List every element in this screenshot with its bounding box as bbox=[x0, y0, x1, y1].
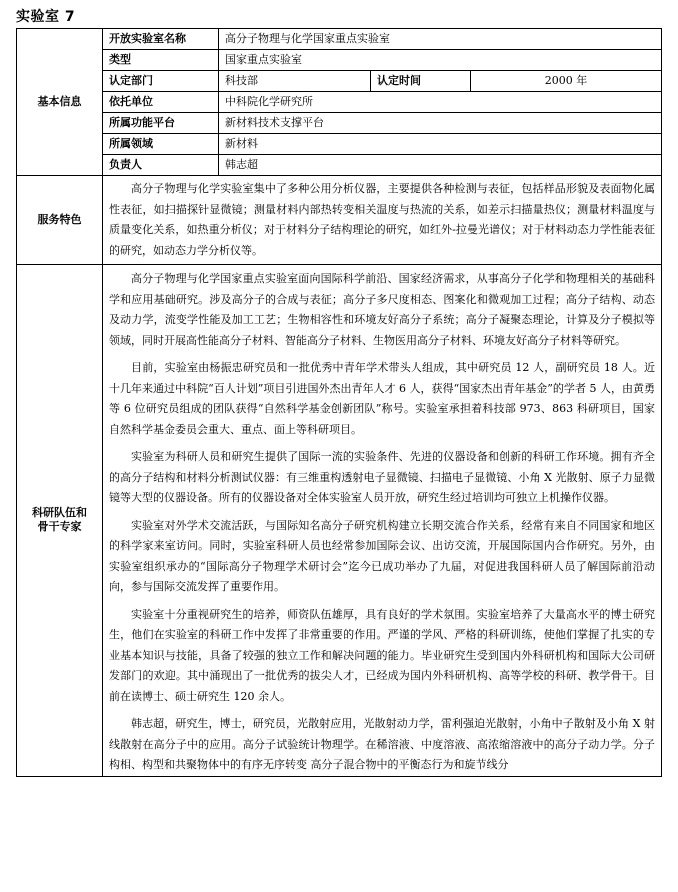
page-title: 实验室 7 bbox=[16, 9, 76, 25]
time-value: 2000 年 bbox=[471, 71, 662, 92]
service-text: 高分子物理与化学实验室集中了多种公用分析仪器，主要提供各种检测与表征，包括样品形貌及表面物化属性表征，如扫描探针显微镜；测量材料内部热转变相关温度与热流的关系，如差示扫描量热仪；测量材料温度与质量变化关系，如热重分析仪；对于材料分子结构理论的研究，如红外-拉曼光谱仪；对于材料动态力学性能表征的研究，如动态力学分析仪等。 bbox=[109, 182, 656, 257]
service-cell bbox=[103, 176, 662, 265]
row-service bbox=[17, 176, 662, 265]
row-research bbox=[17, 265, 662, 777]
name-label: 开放实验室名称 bbox=[103, 29, 219, 50]
research-paragraph: 目前，实验室由杨振忠研究员和一批优秀中青年学术带头人组成，其中研究员 12 人，副研究员 18 人。近十几年来通过中科院“百人计划”项目引进国外杰出青年人才 6 人，获得“国家杰出青年基金”的学者 5 人，由黄勇等 6 位研究员组成的团队获得“自然科学基金创新团队”称号。实验室承担着科技部 973、863 科研项目，国家自然科学基金委员会重大、重点、面上等科研项目。 bbox=[109, 361, 656, 436]
row-type bbox=[17, 50, 662, 71]
name-value: 高分子物理与化学国家重点实验室 bbox=[219, 29, 662, 50]
research-paragraph: 高分子物理与化学国家重点实验室面向国际科学前沿、国家经济需求，从事高分子化学和物理相关的基础科学和应用基础研究。涉及高分子的合成与表征；高分子多尺度相态、图案化和微观加工过程；高分子结构、动态及动力学，流变学性能及加工工艺；生物相容性和环境友好高分子系统；高分子凝聚态理论，计算及分子模拟等领域，同时开展高性能高分子材料、智能高分子材料、生物医用高分子材料、环境友好高分子材料等研究。 bbox=[109, 272, 656, 347]
research-paragraph: 韩志超，研究生，博士，研究员，光散射应用，光散射动力学，雷利强迫光散射，小角中子散射及小角 X 射线散射在高分子中的应用。高分子试验统计物理学。在稀溶液、中度溶液、高浓缩溶液中的高分子动力学。分子构相、构型和共聚物体中的有序无序转变 高分子混合物中的平衡态行为和旋节线分 bbox=[109, 717, 656, 771]
research-label bbox=[17, 265, 103, 777]
platform-value: 新材料技术支撑平台 bbox=[219, 113, 662, 134]
type-label: 类型 bbox=[103, 50, 219, 71]
research-paragraph: 实验室对外学术交流活跃，与国际知名高分子研究机构建立长期交流合作关系，经常有来自不同国家和地区的科学家来室访问。同时，实验室科研人员也经常参加国际会议、出访交流，开展国际国内合作研究。另外，由实验室组织承办的“国际高分子物理学术研讨会”迄今已成功举办了九届，对促进我国科研人员了解国际前沿动向，参与国际交流发挥了重要作用。 bbox=[109, 518, 656, 593]
research-cell bbox=[103, 265, 662, 777]
basic-info-label: 基本信息 bbox=[17, 29, 103, 176]
head-value: 韩志超 bbox=[219, 155, 662, 176]
unit-value: 中科院化学研究所 bbox=[219, 92, 662, 113]
research-label-text: 科研队伍和骨干专家 bbox=[32, 506, 87, 534]
dept-value: 科技部 bbox=[219, 71, 371, 92]
row-name bbox=[17, 29, 662, 50]
lab-info-table bbox=[16, 28, 662, 777]
head-label: 负责人 bbox=[103, 155, 219, 176]
time-label: 认定时间 bbox=[371, 71, 471, 92]
row-platform bbox=[17, 113, 662, 134]
field-label: 所属领域 bbox=[103, 134, 219, 155]
dept-label: 认定部门 bbox=[103, 71, 219, 92]
research-paragraph: 实验室为科研人员和研究生提供了国际一流的实验条件、先进的仪器设备和创新的科研工作环境。拥有齐全的高分子结构和材料分析测试仪器：有三维重构透射电子显微镜、扫描电子显微镜、小角 X 光散射、原子力显微镜等大型的仪器设备。所有的仪器设备对全体实验室人员开放，研究生经过培训均可独立上机操作仪器。 bbox=[109, 450, 656, 504]
platform-label: 所属功能平台 bbox=[103, 113, 219, 134]
field-value: 新材料 bbox=[219, 134, 662, 155]
type-value: 国家重点实验室 bbox=[219, 50, 662, 71]
research-paragraph: 实验室十分重视研究生的培养，师资队伍雄厚，具有良好的学术氛围。实验室培养了大量高水平的博士研究生，他们在实验室的科研工作中发挥了非常重要的作用。严谨的学风、严格的科研训练，使他们掌握了扎实的专业基本知识与技能，具备了较强的独立工作和解决问题的能力。毕业研究生受到国内外科研机构和国际大公司研发部门的欢迎。其中涌现出了一批优秀的拔尖人才，已经成为国内外科研机构、高等学校的科研、教学骨干。目前在读博士、硕士研究生 120 余人。 bbox=[109, 607, 656, 703]
row-field bbox=[17, 134, 662, 155]
unit-label: 依托单位 bbox=[103, 92, 219, 113]
row-dept bbox=[17, 71, 662, 92]
row-unit bbox=[17, 92, 662, 113]
row-head bbox=[17, 155, 662, 176]
service-label: 服务特色 bbox=[17, 176, 103, 265]
